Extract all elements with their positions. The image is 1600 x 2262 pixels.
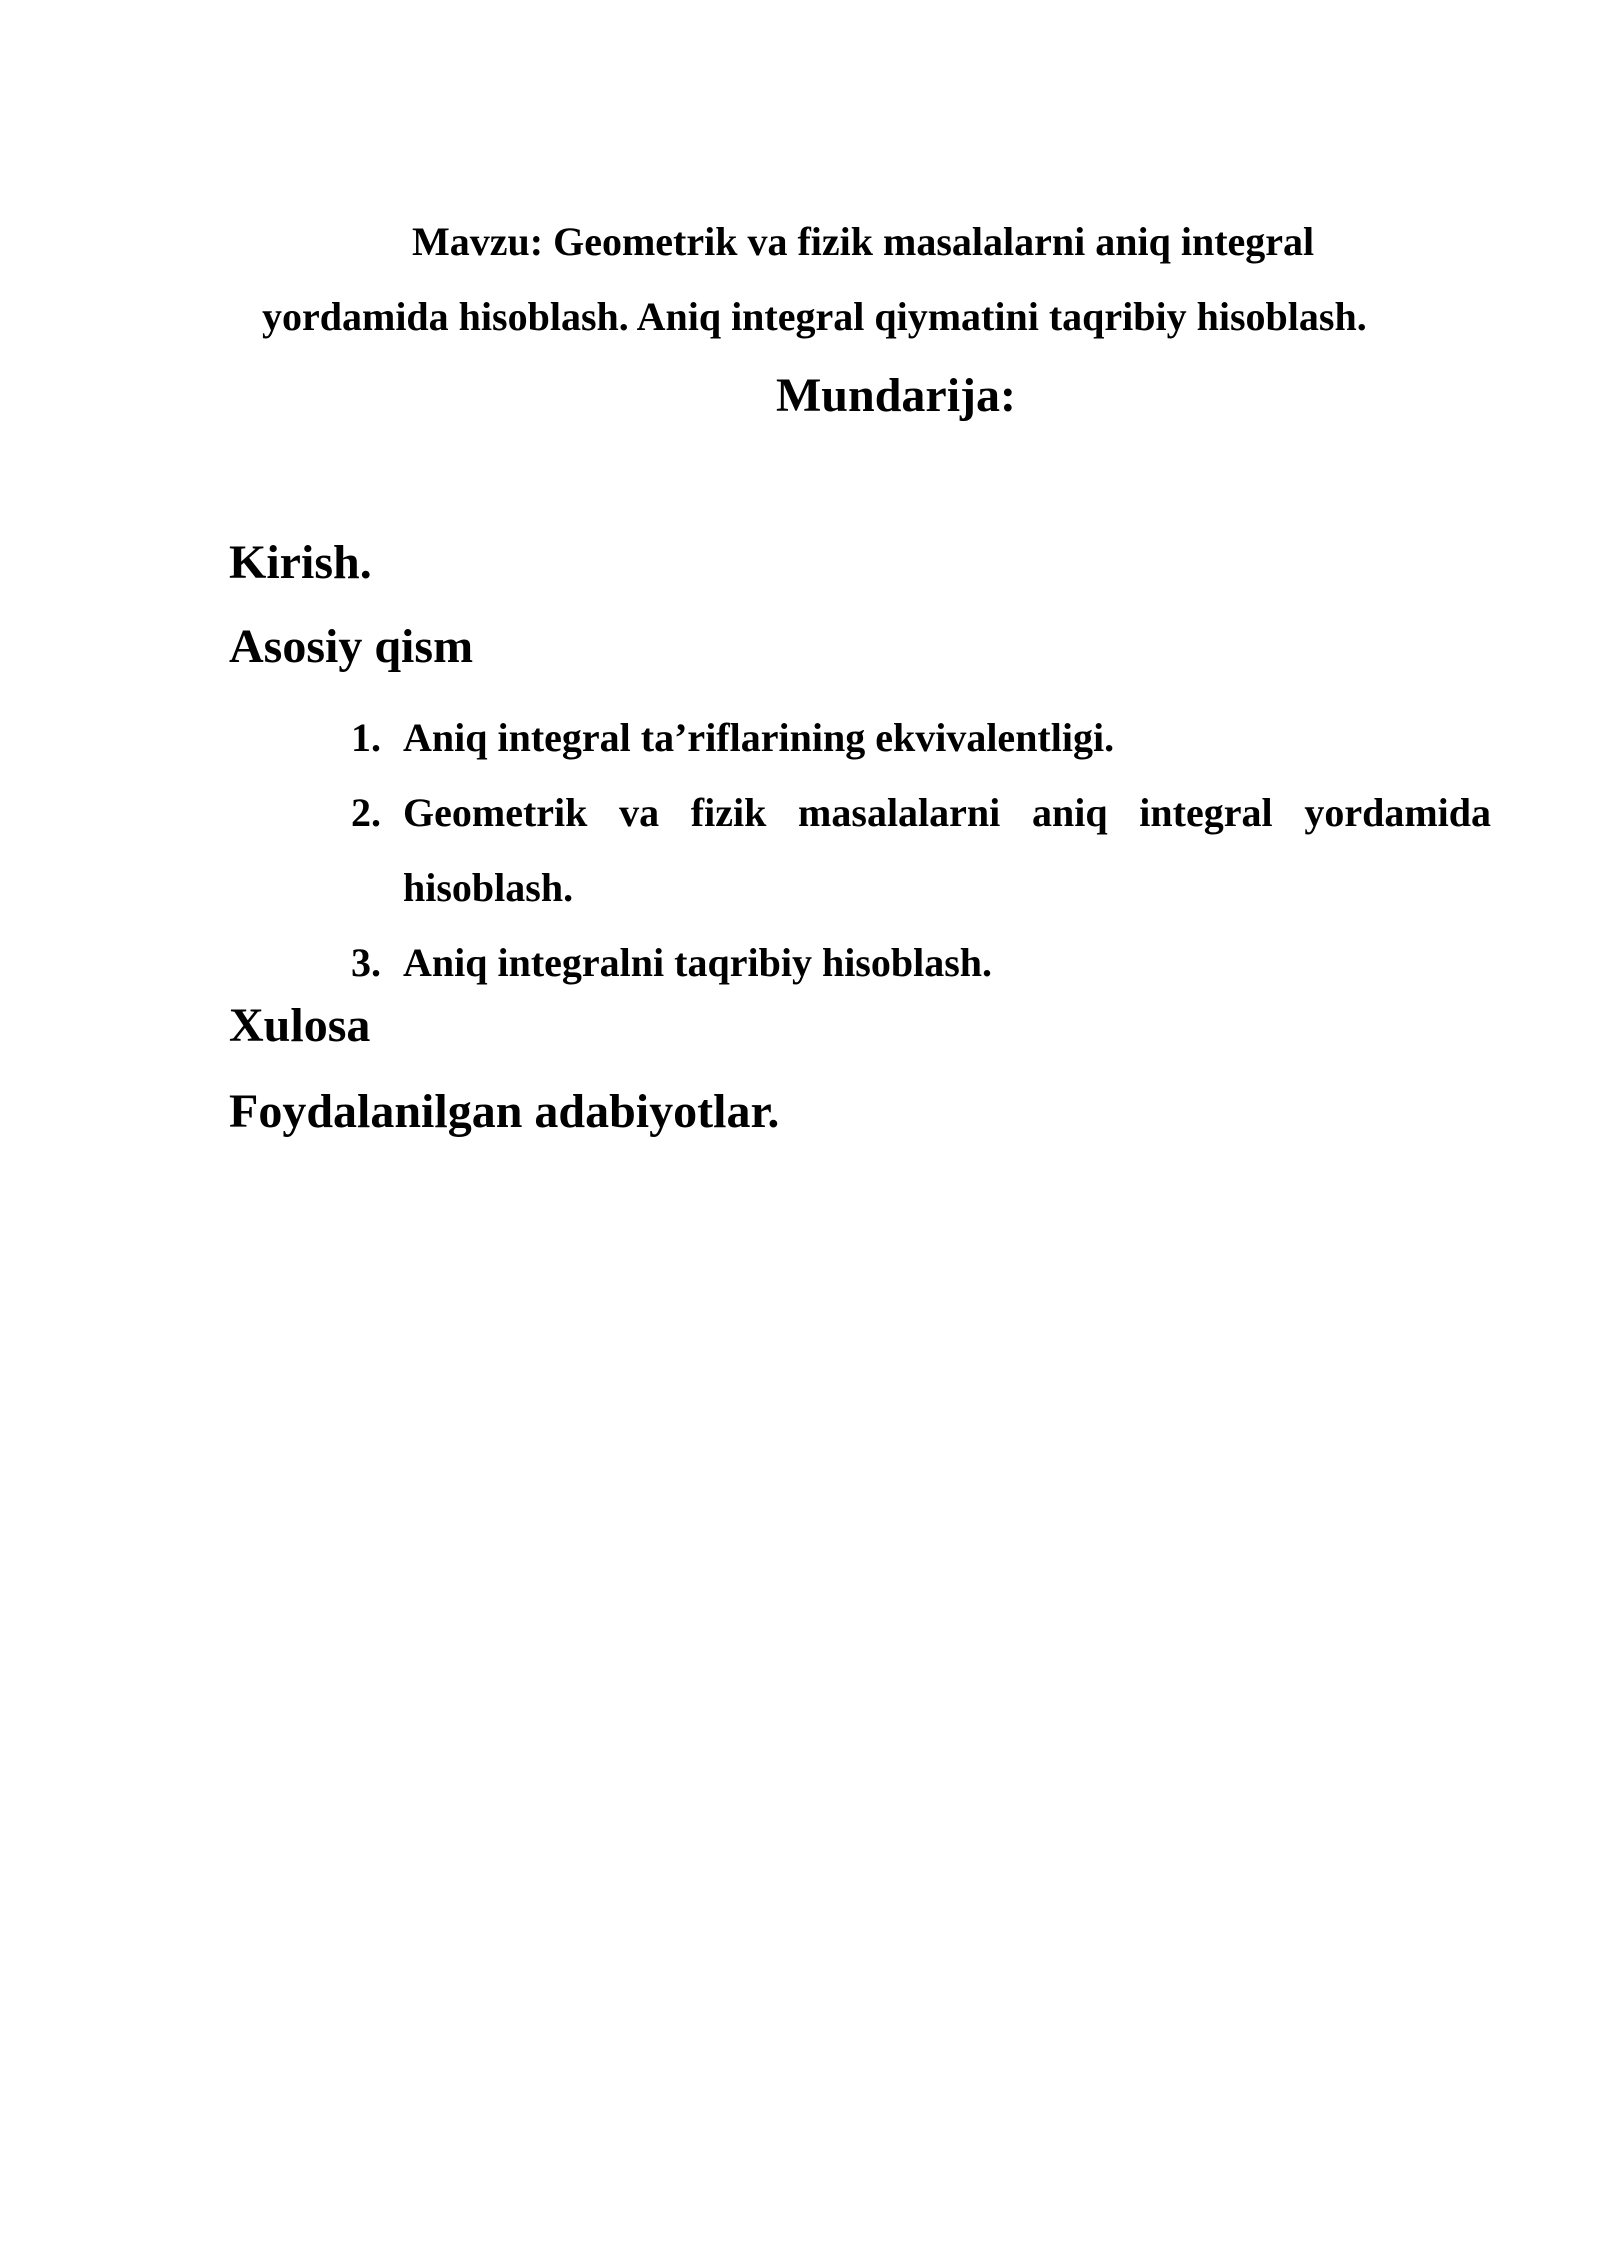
list-item-number: 1. (351, 715, 381, 760)
list-item-text: Aniq integralni taqribiy hisoblash. (403, 940, 993, 985)
list-item (351, 775, 1491, 925)
list-item-text: Geometrik va fizik masalalarni aniq integral yordamida hisoblash. (403, 790, 1491, 910)
main-part-subsection-list (351, 700, 1491, 1000)
toc-entry-references: Foydalanilgan adabiyotlar. (229, 1085, 780, 1138)
list-item (351, 700, 1491, 775)
toc-entry-conclusion: Xulosa (229, 999, 371, 1052)
topic-title-line-1: Mavzu: Geometrik va fizik masalalarni aniq integral (412, 219, 1315, 264)
list-item-number: 3. (351, 940, 381, 985)
list-item-number: 2. (351, 790, 381, 835)
list-item-text: Aniq integral ta’riflarining ekvivalentligi. (403, 715, 1115, 760)
toc-entry-introduction: Kirish. (229, 536, 372, 589)
list-item (351, 925, 1491, 1000)
topic-title-line-2: yordamida hisoblash. Aniq integral qiymatini taqribiy hisoblash. (262, 294, 1367, 339)
table-of-contents-heading: Mundarija: (776, 369, 1016, 422)
toc-entry-main-part: Asosiy qism (229, 620, 474, 673)
